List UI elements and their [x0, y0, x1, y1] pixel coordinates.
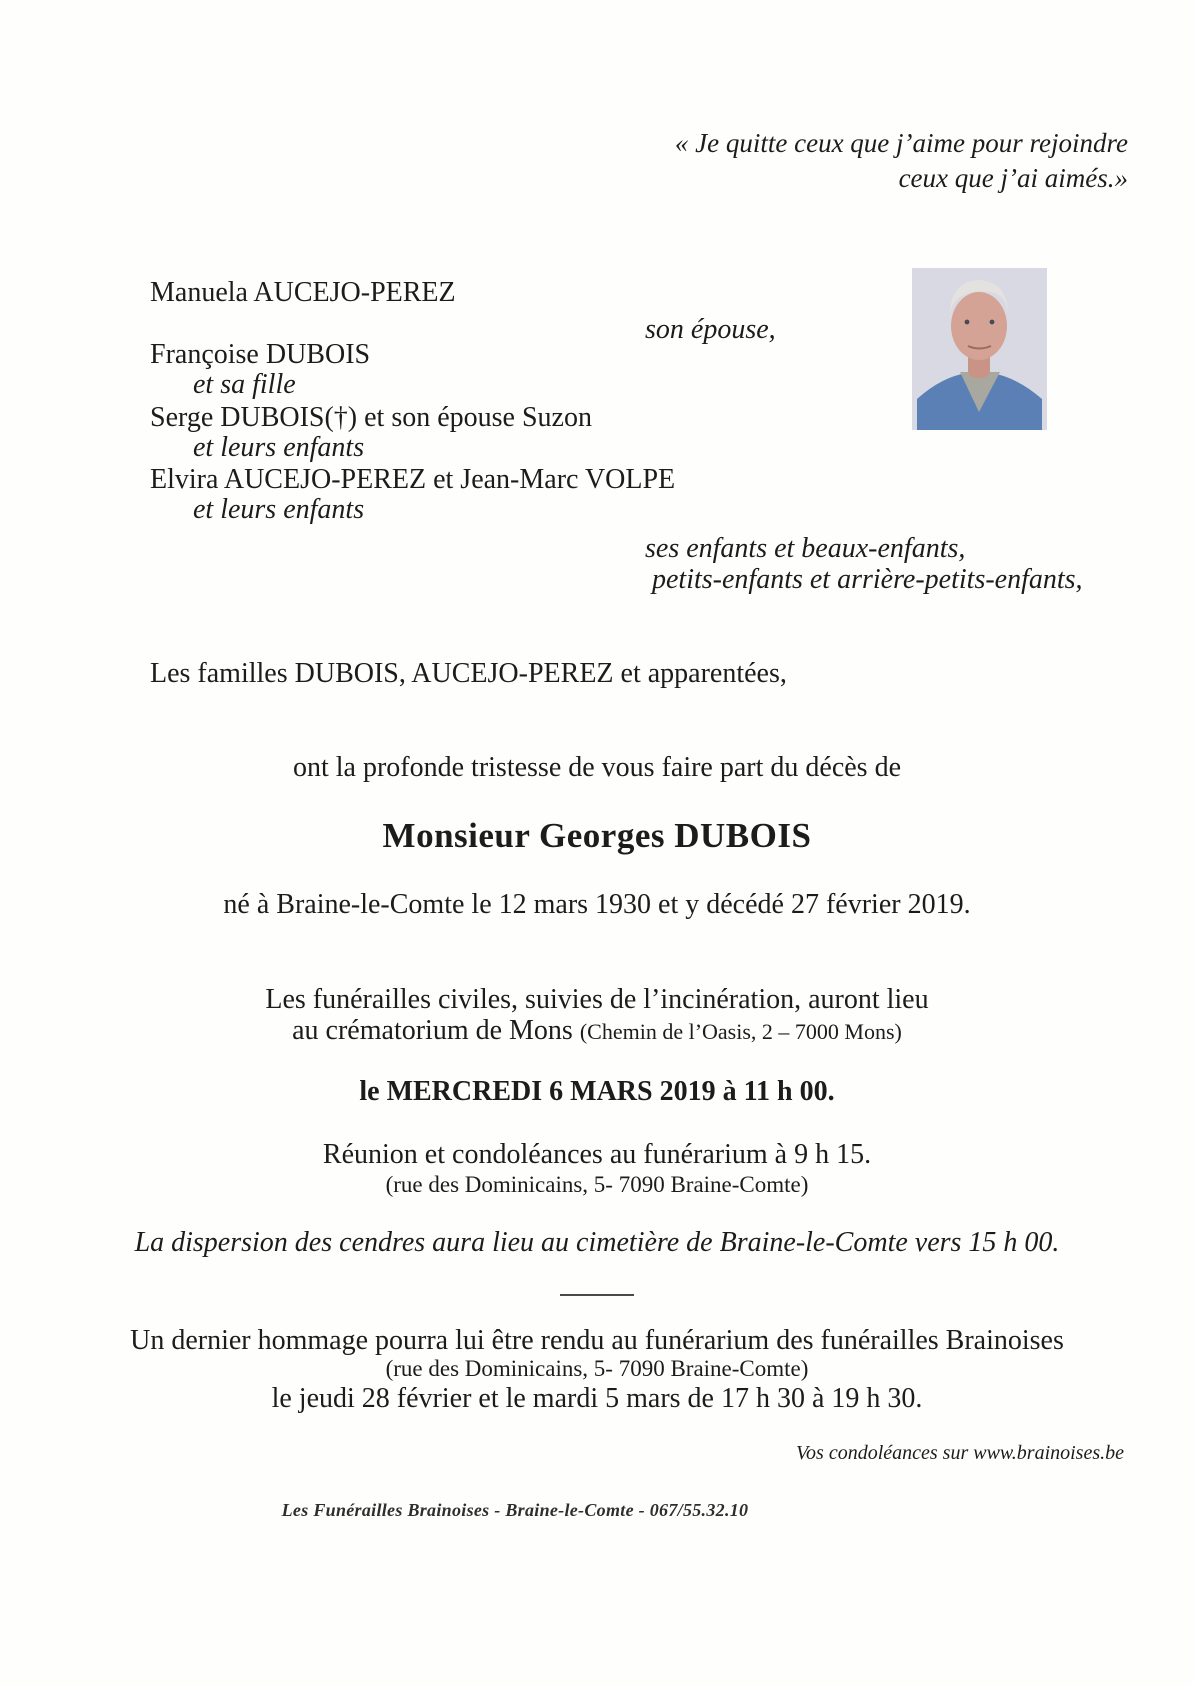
mourner-daughter2-relation: et leurs enfants — [193, 494, 365, 525]
funeral-datetime: le MERCREDI 6 MARS 2019 à 11 h 00. — [359, 1076, 835, 1107]
tribute-address: (rue des Dominicains, 5- 7090 Braine-Comte) — [385, 1356, 809, 1381]
mourner-son-relation: et leurs enfants — [193, 432, 365, 463]
funeral-line1: Les funérailles civiles, suivies de l’incinération, auront lieu — [265, 984, 929, 1015]
descendants-line1: ses enfants et beaux-enfants, — [645, 533, 966, 564]
funeral-location-line — [0, 1015, 1194, 1047]
ashes-dispersion-line: La dispersion des cendres aura lieu au cimetière de Braine-le-Comte vers 15 h 00. — [134, 1227, 1060, 1258]
condolences-line: Vos condoléances sur www.brainoises.be — [796, 1442, 1124, 1464]
epitaph-quote-line1: « Je quitte ceux que j’aime pour rejoindre — [674, 128, 1128, 158]
announcement-intro: ont la profonde tristesse de vous faire part du décès de — [292, 752, 901, 783]
funeral-location: au crématorium de Mons — [292, 1015, 573, 1046]
funeral-home-footer: Les Funérailles Brainoises - Braine-le-Comte - 067/55.32.10 — [281, 1500, 749, 1520]
section-divider — [560, 1294, 634, 1296]
families-line: Les familles DUBOIS, AUCEJO-PEREZ et apparentées, — [150, 658, 787, 689]
tribute-line1: Un dernier hommage pourra lui être rendu au funérarium des funérailles Brainoises — [130, 1325, 1064, 1356]
mourner-spouse-name: Manuela AUCEJO-PEREZ — [150, 277, 456, 308]
epitaph-quote-line2: ceux que j’ai aimés.» — [898, 163, 1128, 193]
gathering-line: Réunion et condoléances au funérarium à 9 h 15. — [322, 1139, 872, 1170]
life-dates: né à Braine-le-Comte le 12 mars 1930 et y décédé 27 février 2019. — [223, 889, 971, 920]
portrait-illustration — [912, 268, 1047, 430]
portrait-photo — [912, 268, 1047, 430]
mourner-son-name: Serge DUBOIS(†) et son épouse Suzon — [150, 402, 592, 433]
epitaph-quote — [675, 126, 1128, 196]
mourner-spouse-relation: son épouse, — [645, 314, 776, 345]
descendants-line2: petits-enfants et arrière-petits-enfants, — [652, 564, 1083, 595]
mourner-daughter-relation: et sa fille — [193, 369, 296, 400]
gathering-address: (rue des Dominicains, 5- 7090 Braine-Comte) — [385, 1172, 809, 1197]
deceased-name: Monsieur Georges DUBOIS — [382, 816, 812, 855]
mourner-daughter2-name: Elvira AUCEJO-PEREZ et Jean-Marc VOLPE — [150, 464, 676, 495]
mourner-daughter-name: Françoise DUBOIS — [150, 339, 371, 370]
tribute-times: le jeudi 28 février et le mardi 5 mars de 17 h 30 à 19 h 30. — [271, 1383, 923, 1414]
funeral-location-detail: (Chemin de l’Oasis, 2 – 7000 Mons) — [579, 1019, 902, 1044]
